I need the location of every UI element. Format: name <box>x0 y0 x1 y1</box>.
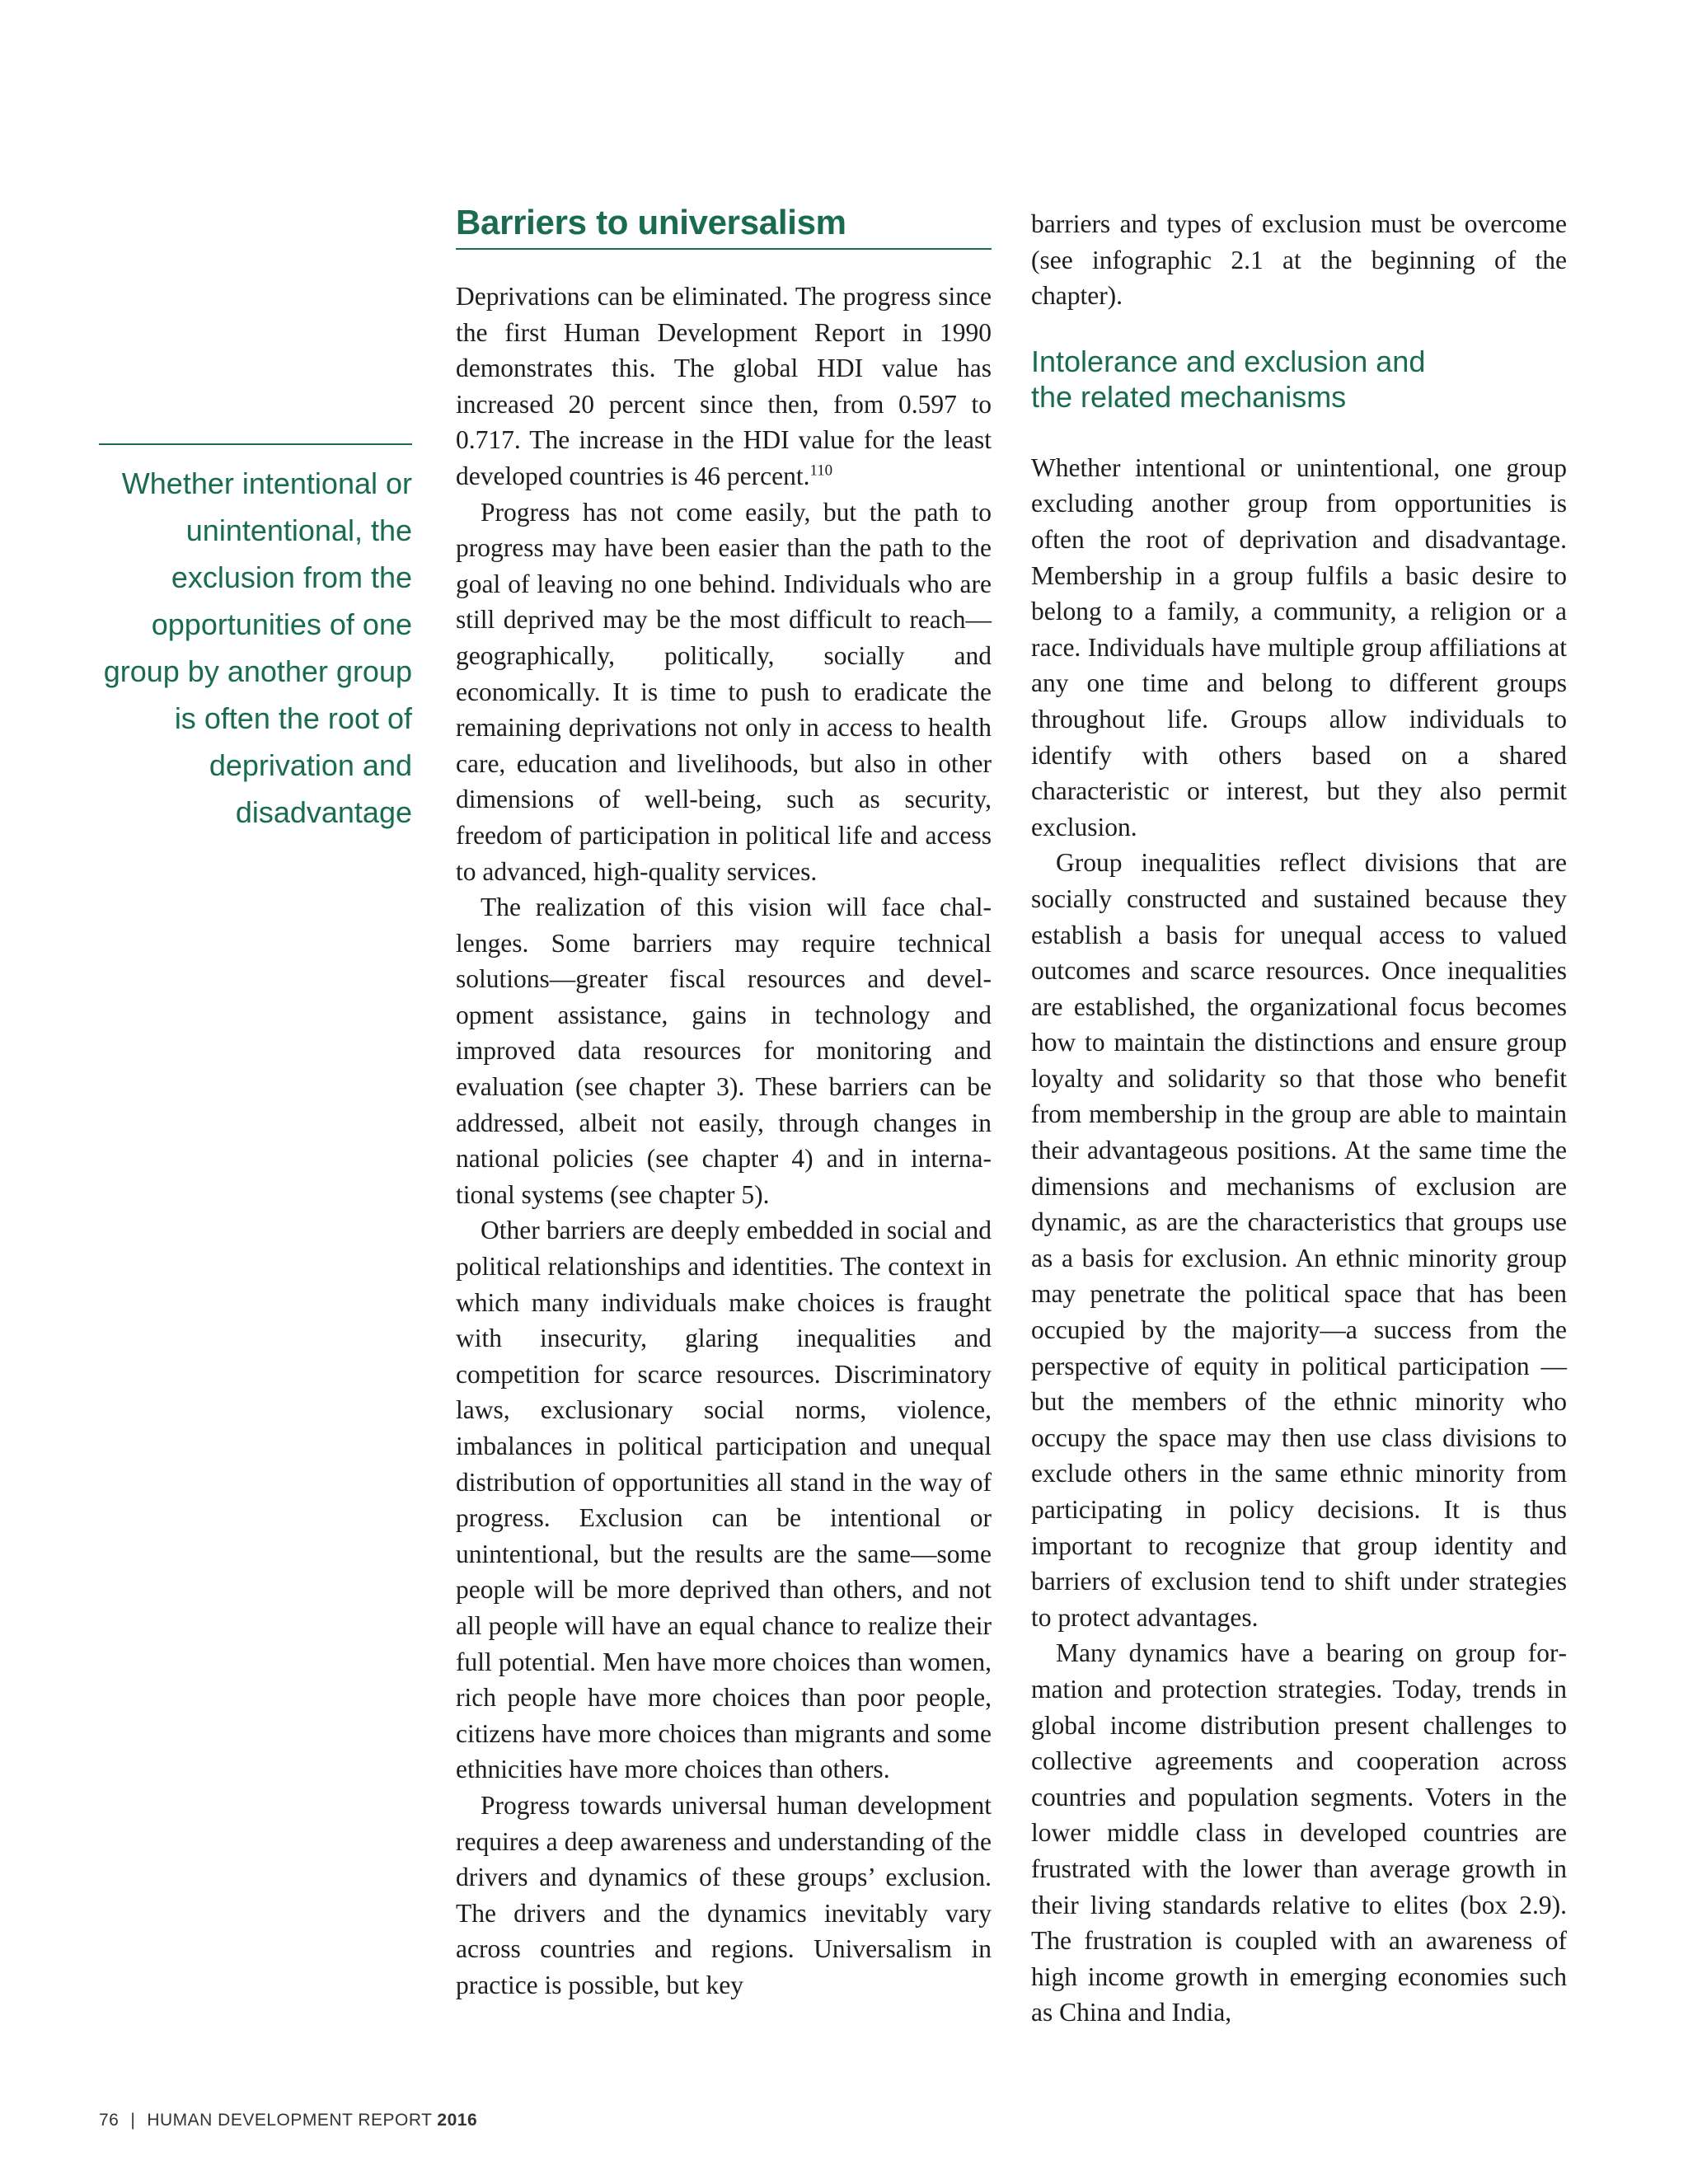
footer-separator: | <box>130 2111 136 2130</box>
paragraph-2: Progress has not come easily, but the path to progress may have been easier than the path to the goal of leaving no one behind. Individuals who are still deprived may be the most difficult to reach—geographically, politically, socially and economically. It is time to push to eradicate the remaining deprivations not only in access to health care, education and livelihoods, but also in other dimensions of well-being, such as security, freedom of participation in political life and access to advanced, high-quality services. <box>456 497 992 886</box>
paragraph-continued: barriers and types of exclusion must be overcome (see infographic 2.1 at the beginning of the chapter). <box>1031 209 1567 311</box>
subsection-heading <box>1031 344 1567 415</box>
endnote-ref-110: 110 <box>809 462 833 480</box>
pull-quote: Whether intentional or unintentional, the exclusion from the opportunities of one group by another group is often the root of deprivation and disadvantage <box>103 466 412 829</box>
paragraph-1 <box>456 279 992 494</box>
paragraph-4: Other barriers are deeply embedded in social and political relationships and identities. The context in which many individuals make choices is fraught with insecurity, glaring inequalities and competition for scarce resources. Discriminatory laws, exclusionary social norms, violence, imbalances in political participation and unequal distribution of opportunities all stand in the way of progress. Exclusion can be intentional or unintentional, but the results are the same—some people will be more deprived than others, and not all people will have an equal chance to realize their full potential. Men have more choices than women, rich people have more choices than poor people, citizens have more choices than migrants and some ethnicities have more choices than others. <box>456 1216 992 1784</box>
column-right <box>1031 206 1567 2031</box>
report-name: HUMAN DEVELOPMENT REPORT <box>147 2111 433 2130</box>
page-number: 76 <box>99 2111 120 2130</box>
page-footer <box>99 2111 477 2130</box>
column-left <box>456 279 992 2004</box>
pull-quote-rule <box>99 443 412 445</box>
report-year: 2016 <box>437 2111 478 2130</box>
paragraph-5: Progress towards universal human development requires a deep awareness and understanding of the drivers and dynamics of these groups’ exclusion. The drivers and the dynamics inevitably vary across countries and regions. Universalism in practice is possible, but key <box>456 1790 992 1999</box>
paragraph-3: The realization of this vision will face challenges. Some barriers may require technical solutions—greater fiscal resources and development assistance, gains in technology and improved data resources for monitoring and evaluation (see chapter 3). These barriers can be addressed, albeit not easily, through changes in national policies (see chapter 4) and in international systems (see chapter 5). <box>456 893 992 1209</box>
section-title: Barriers to universalism <box>456 203 846 241</box>
paragraph-7: Group inequalities reflect divisions that are socially constructed and sustained because they establish a basis for unequal access to valued outcomes and scarce resources. Once inequalities are established, the organizational focus becomes how to maintain the distinctions and ensure group loyalty and solidarity so that those who benefit from membership in the group are able to maintain their advantageous positions. At the same time the dimensions and mechanisms of exclusion are dynamic, as are the characteristics that groups use as a basis for exclusion. An ethnic minority group may penetrate the political space that has been occupied by the majority—a success from the perspective of equity in political participation —but the members of the ethnic minority who occupy the space may then use class divisions to exclude others in the same ethnic minority from participating in policy decisions. It is thus important to recognize that group identity and barriers of exclusion tend to shift under strategies to protect advantages. <box>1031 848 1567 1632</box>
section-title-rule <box>456 248 992 250</box>
subsection-heading-line-1: Intolerance and exclusion and <box>1031 344 1426 378</box>
paragraph-8: Many dynamics have a bearing on group formation and protection strategies. Today, trends in global income distribution present challenges to collective agreements and cooperation across countries and population segments. Voters in the lower middle class in developed countries are frustrated with the lower than average growth in their living standards relative to elites (box 2.9). The frustration is coupled with an awareness of high income growth in emerging economies such as China and India, <box>1031 1638 1567 2027</box>
paragraph-6: Whether intentional or unintentional, one group excluding another group from opportunities is often the root of deprivation and disadvantage. Membership in a group fulfils a basic desire to belong to a family, a community, a religion or a race. Individuals have multiple group affiliations at any one time and belong to different groups throughout life. Groups allow individuals to identify with others based on a shared characteristic or interest, but they also permit exclusion. <box>1031 452 1567 841</box>
paragraph-1-text: Deprivations can be eliminated. The progress since the first Human Development Report in 1990 demonstrates this. The global HDI value has increased 20 percent since then, from 0.597 to 0.717. The increase in the HDI value for the least developed countries is 46 percent. <box>456 282 992 490</box>
subsection-heading-line-2: the related mechanisms <box>1031 379 1347 414</box>
